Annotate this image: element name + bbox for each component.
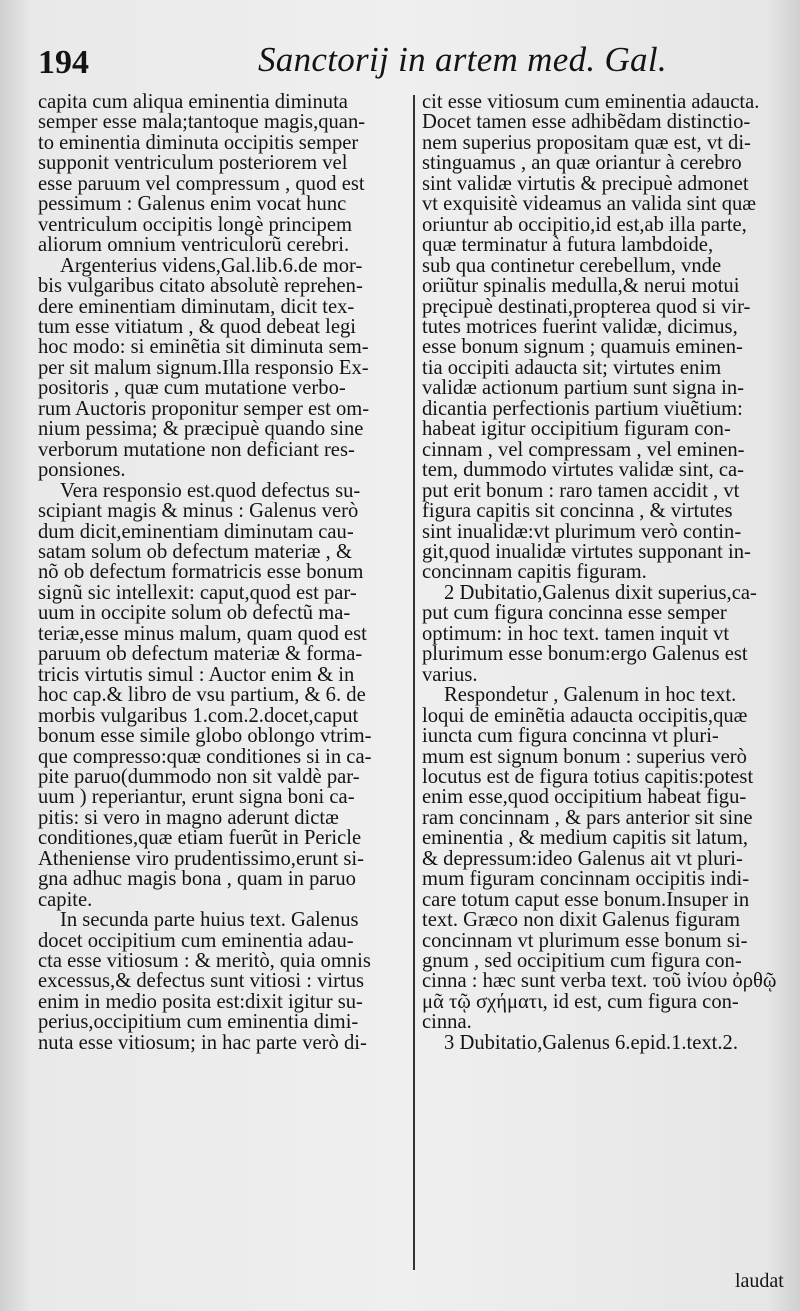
text-line: μᾶ τῷ σχήματι, id est, cum figura con-: [422, 990, 739, 1013]
text-line: In secunda parte huius text. Galenus: [60, 909, 359, 932]
text-line: satam solum ob defectum materiæ , &: [38, 540, 352, 563]
text-line: habeat igitur occipitium figuram con-: [422, 418, 731, 441]
text-line: pręcipuè destinati,propterea quod si vir-: [422, 295, 751, 318]
text-line: hoc modo: si eminẽtia sit diminuta sem-: [38, 336, 369, 359]
text-line: docet occipitium cum eminentia adau-: [38, 929, 354, 952]
text-line: nuta esse vitiosum; in hac parte verò di-: [38, 1031, 367, 1054]
text-line: loqui de eminẽtia adaucta occipitis,quæ: [422, 704, 748, 727]
text-line: per sit malum signum.Illa responsio Ex-: [38, 356, 369, 379]
text-line: ram concinnam , & pars anterior sit sine: [422, 806, 753, 829]
text-line: tia occipiti adaucta sit; virtutes enim: [422, 356, 722, 379]
text-line: sint validæ virtutis & precipuè admonet: [422, 172, 749, 195]
text-line: figura capitis sit concinna , & virtutes: [422, 500, 733, 523]
text-line: tutes motrices fuerint validæ, dicimus,: [422, 315, 738, 338]
text-line: esse paruum vel compressum , quod est: [38, 172, 365, 195]
text-line: pessimum : Galenus enim vocat hunc: [38, 193, 347, 216]
text-line: esse bonum signum ; quamuis eminen-: [422, 336, 743, 359]
text-line: signũ sic intellexit: caput,quod est par-: [38, 581, 357, 604]
text-line: concinnam capitis figuram.: [422, 561, 647, 584]
text-line: Atheniense viro prudentissimo,erunt si-: [38, 847, 365, 870]
text-line: & depressum:ideo Galenus ait vt pluri-: [422, 847, 743, 870]
column-divider: [413, 95, 415, 1270]
text-line: 2 Dubitatio,Galenus dixit superius,ca-: [444, 581, 757, 604]
text-line: eminentia , & medium capitis sit latum,: [422, 827, 749, 850]
text-line: dicantia perfectionis partium viuẽtium:: [422, 397, 743, 420]
text-line: uum in occipite solum ob defectũ ma-: [38, 602, 351, 625]
text-line: ponsiones.: [38, 459, 126, 482]
text-line: sub qua continetur cerebellum, vnde: [422, 254, 722, 277]
text-line: tum esse vitiatum , & quod debeat legi: [38, 315, 356, 338]
text-line: oriũtur spinalis medulla,& nerui motui: [422, 275, 740, 298]
running-head: Sanctorij in artem med. Gal.: [258, 40, 667, 79]
text-line: git,quod inualidæ virtutes supponant in-: [422, 540, 751, 563]
text-line: enim esse,quod occipitium habeat figu-: [422, 786, 747, 809]
text-line: ventriculum occipitis longè principem: [38, 213, 352, 236]
text-line: scipiant magis & minus : Galenus verò: [38, 500, 359, 523]
text-line: enim in medio posita est:dixit igitur su-: [38, 990, 363, 1013]
text-line: conditiones,quæ etiam fuerũt in Pericle: [38, 827, 362, 850]
text-line: cinna.: [422, 1011, 472, 1034]
text-line: tem, dummodo virtutes validæ sint, ca-: [422, 459, 745, 482]
text-line: Vera responsio est.quod defectus su-: [60, 479, 361, 502]
catchword: laudat: [735, 1270, 784, 1292]
text-line: iuncta cum figura concinna vt pluri-: [422, 725, 719, 748]
text-line: mum est signum bonum : superius verò: [422, 745, 747, 768]
text-line: tricis virtutis simul : Auctor enim & in: [38, 663, 355, 686]
text-line: concinnam vt plurimum esse bonum si-: [422, 929, 748, 952]
right-text-column: [422, 92, 784, 1053]
text-line: rum Auctoris proponitur semper est om-: [38, 397, 370, 420]
text-line: optimum: in hoc text. tamen inquit vt: [422, 622, 730, 645]
text-line: nem superius propositam quæ est, vt di-: [422, 131, 751, 154]
text-line: to eminentia diminuta occipitis semper: [38, 131, 359, 154]
text-line: bonum esse simile globo oblongo vtrim-: [38, 725, 372, 748]
text-line: excessus,& defectus sunt vitiosi : virtus: [38, 970, 365, 993]
text-line: sint inualidæ:vt plurimum verò contin-: [422, 520, 742, 543]
text-line: que compresso:quæ conditiones si in ca-: [38, 745, 372, 768]
text-line: aliorum omnium ventriculorũ cerebri.: [38, 234, 350, 257]
text-line: varius.: [422, 663, 478, 686]
text-line: capite.: [38, 888, 93, 911]
text-line: vt exquisitè videamus an valida sint quæ: [422, 193, 757, 216]
text-line: positoris , quæ cum mutatione verbo-: [38, 377, 346, 400]
text-line: pite paruo(dummodo non sit valdè par-: [38, 765, 360, 788]
text-line: stinguamus , an quæ oriantur à cerebro: [422, 152, 742, 175]
text-line: 3 Dubitatio,Galenus 6.epid.1.text.2.: [444, 1031, 738, 1054]
text-line: quæ terminatur à futura lambdoide,: [422, 234, 714, 257]
text-line: gna adhuc magis bona , quam in paruo: [38, 868, 356, 891]
text-line: hoc cap.& libro de vsu partium, & 6. de: [38, 684, 366, 707]
text-line: gnum , sed occipitium cum figura con-: [422, 950, 742, 973]
text-line: Argenterius videns,Gal.lib.6.de mor-: [60, 254, 363, 277]
text-line: plurimum esse bonum:ergo Galenus est: [422, 643, 748, 666]
text-line: care totum caput esse bonum.Insuper in: [422, 888, 750, 911]
text-line: morbis vulgaribus 1.com.2.docet,caput: [38, 704, 359, 727]
left-text-column: [38, 92, 418, 1053]
text-line: Docet tamen esse adhibẽdam distinctio-: [422, 111, 751, 134]
text-line: verborum mutatione non deficiant res-: [38, 438, 355, 461]
text-line: oriuntur ab occipitio,id est,ab illa parte,: [422, 213, 747, 236]
page-number: 194: [38, 44, 89, 81]
text-line: bis vulgaribus citato absolutè reprehen-: [38, 275, 363, 298]
text-line: paruum ob defectum materiæ & forma-: [38, 643, 363, 666]
text-line: teriæ,esse minus malum, quam quod est: [38, 622, 367, 645]
text-line: put erit bonum : raro tamen accidit , vt: [422, 479, 740, 502]
text-line: put cum figura concinna esse semper: [422, 602, 727, 625]
text-line: nõ ob defectum formatricis esse bonum: [38, 561, 364, 584]
page-header: [38, 40, 778, 94]
text-line: text. Græco non dixit Galenus figuram: [422, 909, 740, 932]
text-line: mum figuram concinnam occipitis indi-: [422, 868, 750, 891]
text-line: cinna : hæc sunt verba text. τοῦ ἰνίου ὀρθῷ: [422, 970, 777, 993]
text-line: perius,occipitium cum eminentia dimi-: [38, 1011, 359, 1034]
text-line: Respondetur , Galenum in hoc text.: [444, 684, 737, 707]
text-line: semper esse mala;tantoque magis,quan-: [38, 111, 366, 134]
text-line: cta esse vitiosum : & meritò, quia omnis: [38, 950, 371, 973]
text-line: cit esse vitiosum cum eminentia adaucta.: [422, 91, 760, 113]
text-line: dere eminentiam diminutam, dicit tex-: [38, 295, 355, 318]
text-line: pitis: si vero in magno aderunt dictæ: [38, 806, 339, 829]
text-line: supponit ventriculum posteriorem vel: [38, 152, 348, 175]
text-line: cinnam , vel compressam , vel eminen-: [422, 438, 745, 461]
text-line: validæ actionum partium sunt signa in-: [422, 377, 745, 400]
text-line: nium pessima; & præcipuè quando sine: [38, 418, 364, 441]
text-line: dum dicit,eminentiam diminutam cau-: [38, 520, 354, 543]
text-line: uum ) reperiantur, erunt signa boni ca-: [38, 786, 355, 809]
text-line: locutus est de figura totius capitis:potest: [422, 765, 754, 788]
text-line: capita cum aliqua eminentia diminuta: [38, 91, 348, 113]
